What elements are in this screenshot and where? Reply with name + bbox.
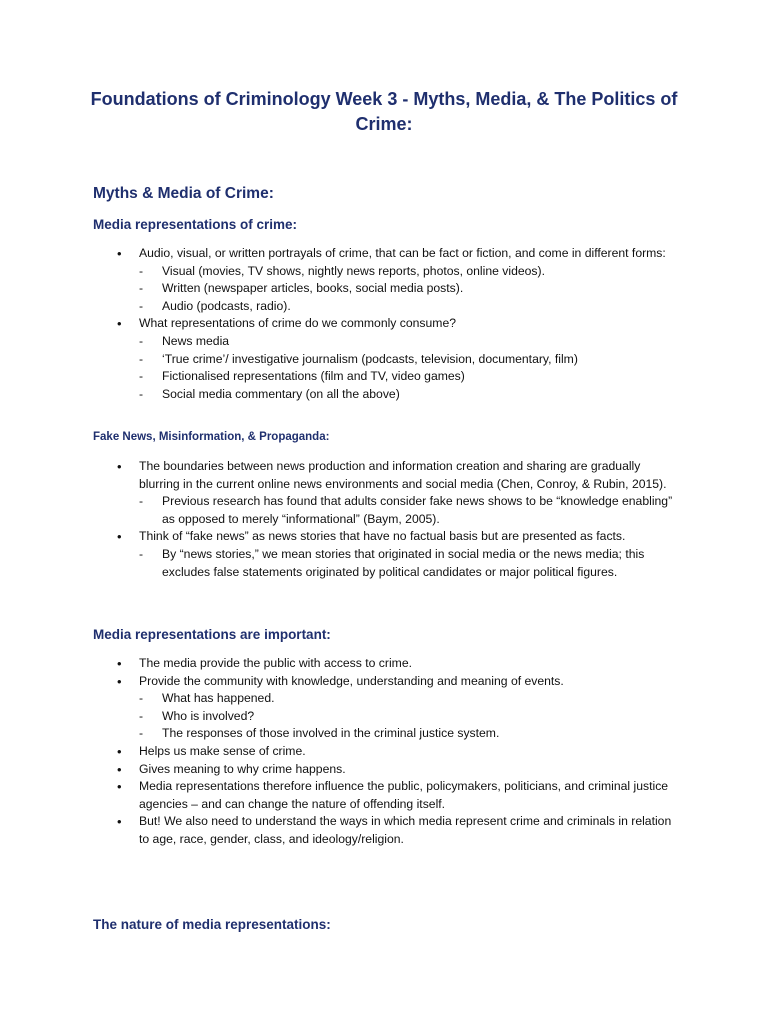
bullet-text: Think of “fake news” as news stories that have no factual basis but are presented as facts. bbox=[139, 529, 626, 544]
sub-list-item: - ‘True crime’/ investigative journalism (podcasts, television, documentary, film) bbox=[139, 351, 677, 369]
sub-list bbox=[139, 263, 677, 316]
sub-list-item: - News media bbox=[139, 333, 677, 351]
heading-media-representations: Media representations of crime: bbox=[93, 217, 298, 232]
bullet-text: The boundaries between news production and information creation and sharing are gradually blurring in the current online news environments and social media (Chen, Conroy, & Rubin, 2015). bbox=[139, 459, 667, 491]
bullet-text: What representations of crime do we commonly consume? bbox=[139, 316, 457, 331]
list-item bbox=[117, 528, 677, 581]
document-title: Foundations of Criminology Week 3 - Myths, Media, & The Politics of Crime: bbox=[90, 89, 678, 134]
sub-list bbox=[139, 546, 677, 581]
sub-list bbox=[139, 493, 677, 528]
sub-list-item: - The responses of those involved in the criminal justice system. bbox=[139, 725, 677, 743]
heading-myths-media: Myths & Media of Crime: bbox=[93, 185, 274, 202]
sub-list-item: - Written (newspaper articles, books, social media posts). bbox=[139, 280, 677, 298]
list-item: • Helps us make sense of crime. bbox=[117, 743, 677, 761]
media-rep-list bbox=[117, 245, 677, 403]
sub-list-item: - By “news stories,” we mean stories that originated in social media or the news media; this excludes false statements originated by political candidates or major political figures. bbox=[139, 546, 677, 581]
list-item bbox=[117, 315, 677, 403]
sub-list-item: - Who is involved? bbox=[139, 708, 677, 726]
heading-fake-news: Fake News, Misinformation, & Propaganda: bbox=[93, 431, 330, 443]
bullet-text: Audio, visual, or written portrayals of crime, that can be fact or fiction, and come in different forms: bbox=[139, 246, 666, 260]
heading-representations-important: Media representations are important: bbox=[93, 627, 331, 642]
sub-list-item: - What has happened. bbox=[139, 690, 677, 708]
sub-list-item: - Social media commentary (on all the above) bbox=[139, 386, 677, 404]
important-list bbox=[117, 655, 677, 849]
sub-list-item: - Audio (podcasts, radio). bbox=[139, 298, 677, 316]
list-item: • Media representations therefore influence the public, policymakers, politicians, and criminal justice agencies – and can change the nature of offending itself. bbox=[117, 778, 677, 813]
sub-list-item: - Fictionalised representations (film and TV, video games) bbox=[139, 368, 677, 386]
bullet-text: Provide the community with knowledge, understanding and meaning of events. bbox=[139, 673, 564, 688]
list-item bbox=[117, 458, 677, 528]
list-item bbox=[117, 673, 677, 743]
list-item bbox=[117, 245, 677, 315]
sub-list bbox=[139, 690, 677, 743]
sub-list-item: - Visual (movies, TV shows, nightly news reports, photos, online videos). bbox=[139, 263, 677, 281]
list-item: • Gives meaning to why crime happens. bbox=[117, 761, 677, 779]
sub-list bbox=[139, 333, 677, 403]
list-item: • But! We also need to understand the ways in which media represent crime and criminals in relation to age, race, gender, class, and ideology/religion. bbox=[117, 813, 677, 848]
fake-news-list bbox=[117, 458, 677, 581]
heading-nature-media: The nature of media representations: bbox=[93, 917, 331, 932]
list-item: • The media provide the public with access to crime. bbox=[117, 655, 677, 673]
sub-list-item: - Previous research has found that adults consider fake news shows to be “knowledge enabling” as opposed to merely “informational” (Baym, 2005). bbox=[139, 493, 677, 528]
